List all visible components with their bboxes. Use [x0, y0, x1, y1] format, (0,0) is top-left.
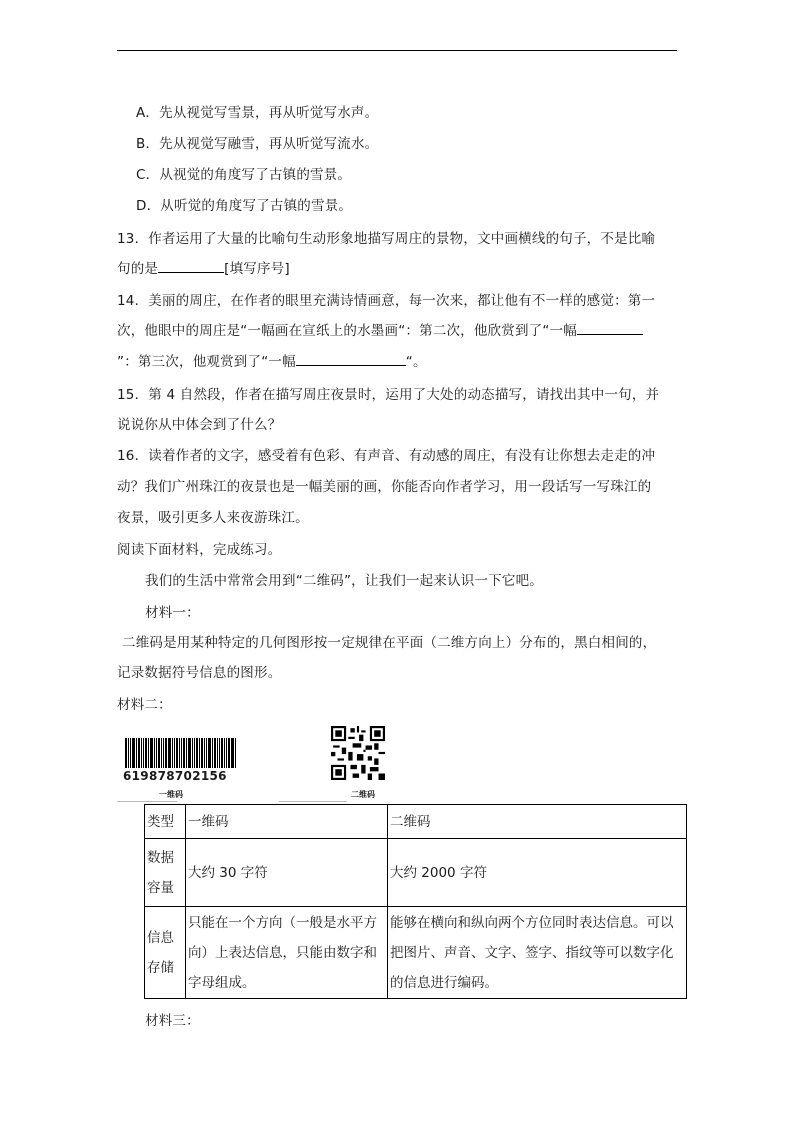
barcode-bar: [145, 738, 147, 768]
barcode-bar: [206, 738, 207, 768]
option-b: B．先从视觉写融雪，再从听觉写流水。: [136, 136, 379, 152]
barcode-bar: [150, 738, 153, 768]
figure-underline-left: [117, 801, 177, 802]
barcode-bar: [192, 738, 193, 768]
row-label-capacity: [145, 839, 186, 907]
question-14-text-a: 次，他眼中的周庄是“一幅画在宣纸上的水墨画“：第二次，他欣赏到了“一幅: [117, 323, 577, 339]
reading-instruction: 阅读下面材料，完成练习。: [117, 542, 282, 558]
barcode-bar: [148, 738, 149, 768]
barcode-bar: [196, 738, 198, 768]
option-d: D．从听觉的角度写了古镇的雪景。: [136, 198, 353, 214]
barcode-bar: [214, 738, 216, 768]
cell-line: 的信息进行编码。: [390, 974, 498, 991]
barcode-bar: [125, 738, 127, 768]
qr-code-image: [331, 726, 385, 780]
reading-intro: 我们的生活中常常会用到“二维码”，让我们一起来认识一下它吧。: [145, 573, 543, 589]
cell-1d-storage: [186, 907, 388, 999]
barcode-bar: [201, 738, 203, 768]
question-13-line2: [117, 260, 290, 278]
barcode-bar: [176, 738, 178, 768]
header-cell-type: 类型: [145, 805, 186, 839]
figure-underline-right: [279, 801, 347, 802]
barcode-bar: [194, 738, 195, 768]
barcode-bar: [161, 738, 162, 768]
barcode-bar: [156, 738, 157, 768]
question-16-line1: 16．读着作者的文字，感受着有色彩、有声音、有动感的周庄，有没有让你想去走走的冲: [117, 448, 656, 464]
barcode-bar: [217, 738, 218, 768]
header-cell-2d: 二维码: [388, 805, 687, 839]
cell-line: 能够在横向和纵向两个方位同时表达信息。可以: [390, 914, 674, 931]
material-1-line1: 二维码是用某种特定的几何图形按一定规律在平面（二维方向上）分布的，黑白相间的，: [122, 635, 657, 651]
question-13-text-b: [填写序号]: [224, 261, 290, 277]
material-2-title: 材料二：: [117, 697, 172, 713]
row-label-line: 信息: [147, 929, 174, 946]
barcode-bar: [228, 738, 230, 768]
option-c: C．从视觉的角度写了古镇的雪景。: [136, 167, 352, 183]
row-label-line: 存储: [147, 959, 174, 976]
barcode-bar: [219, 738, 220, 768]
barcode-bar: [204, 738, 205, 768]
cell-2d-storage: [388, 907, 687, 999]
barcode-bar: [212, 738, 213, 768]
answer-blank-14b[interactable]: [296, 353, 406, 366]
question-16-line3: 夜景，吸引更多人来夜游珠江。: [117, 510, 309, 526]
question-15-line1: 15．第 4 自然段，作者在描写周庄夜景时，运用了大处的动态描写，请找出其中一句，并: [117, 387, 660, 403]
barcode-bar: [165, 738, 167, 768]
barcode-bar: [168, 738, 171, 768]
barcode-bar: [128, 738, 129, 768]
answer-blank-14a[interactable]: [577, 322, 643, 335]
barcode-bar: [231, 738, 234, 768]
option-a: A．先从视觉写雪景，再从听觉写水声。: [136, 105, 379, 121]
table-row: [145, 839, 687, 907]
cell-line: 字母组成。: [188, 974, 256, 991]
barcode-bar: [136, 738, 137, 768]
barcode-bar: [179, 738, 180, 768]
barcode-bar: [181, 738, 182, 768]
header-rule: [117, 50, 677, 51]
barcode-bar: [141, 738, 142, 768]
question-13-line1: 13．作者运用了大量的比喻句生动形象地描写周庄的景物，文中画横线的句子，不是比喻: [117, 231, 656, 247]
barcode-bar: [154, 738, 155, 768]
barcode-bar: [199, 738, 200, 768]
barcode-number: 619878702156: [123, 769, 227, 783]
question-14-line2: [117, 322, 643, 340]
cell-line: 只能在一个方向（一般是水平方: [188, 914, 377, 931]
question-14-text-d: “。: [405, 354, 427, 370]
barcode-bar: [208, 738, 211, 768]
question-16-line2: 动？我们广州珠江的夜景也是一幅美丽的画，你能否向作者学习，用一段话写一写珠江的: [117, 479, 652, 495]
barcode-comparison-table: [144, 804, 687, 999]
question-14-line1: 14．美丽的周庄，在作者的眼里充满诗情画意，每一次来，都让他有不一样的感觉：第一: [117, 293, 656, 309]
table-header-row: [145, 805, 687, 839]
barcode-bar: [224, 738, 225, 768]
row-label-storage: [145, 907, 186, 999]
barcode-bar: [172, 738, 173, 768]
cell-line: 向）上表达信息，只能由数字和: [188, 944, 377, 961]
barcode-bar: [221, 738, 223, 768]
barcode-bar: [226, 738, 227, 768]
qr-caption: 二维码: [351, 790, 375, 799]
barcode-bar: [158, 738, 160, 768]
barcode-bar: [186, 738, 187, 768]
cell-1d-capacity: 大约 30 字符: [186, 839, 388, 907]
barcode-bar: [163, 738, 164, 768]
question-14-text-c: ”：第三次，他观赏到了“一幅: [117, 354, 296, 370]
row-label-line: 容量: [147, 879, 174, 896]
barcode-bar: [183, 738, 185, 768]
answer-blank-13[interactable]: [158, 260, 224, 273]
material-3-title: 材料三：: [145, 1013, 200, 1029]
barcode-bar: [132, 738, 135, 768]
material-1-title: 材料一：: [145, 605, 200, 621]
question-13-text-a: 句的是: [117, 261, 159, 277]
row-label-line: 数据: [147, 849, 174, 866]
question-14-line3: [117, 353, 427, 371]
barcode-bar: [235, 738, 236, 768]
table-row: [145, 907, 687, 999]
cell-line: 把图片、声音、文字、签字、指纹等可以数字化: [390, 944, 674, 961]
barcode-bar: [130, 738, 131, 768]
barcode-qr-figure: [117, 722, 447, 804]
barcode-bar: [138, 738, 140, 768]
barcode-bar: [174, 738, 175, 768]
material-1-line2: 记录数据符号信息的图形。: [117, 665, 282, 681]
barcode-image: [125, 738, 253, 768]
barcode-bar: [143, 738, 144, 768]
question-15-line2: 说说你从中体会到了什么？: [117, 417, 282, 433]
barcode-caption: 一维码: [159, 790, 183, 799]
header-cell-1d: 一维码: [186, 805, 388, 839]
cell-2d-capacity: 大约 2000 字符: [388, 839, 687, 907]
barcode-bar: [188, 738, 191, 768]
